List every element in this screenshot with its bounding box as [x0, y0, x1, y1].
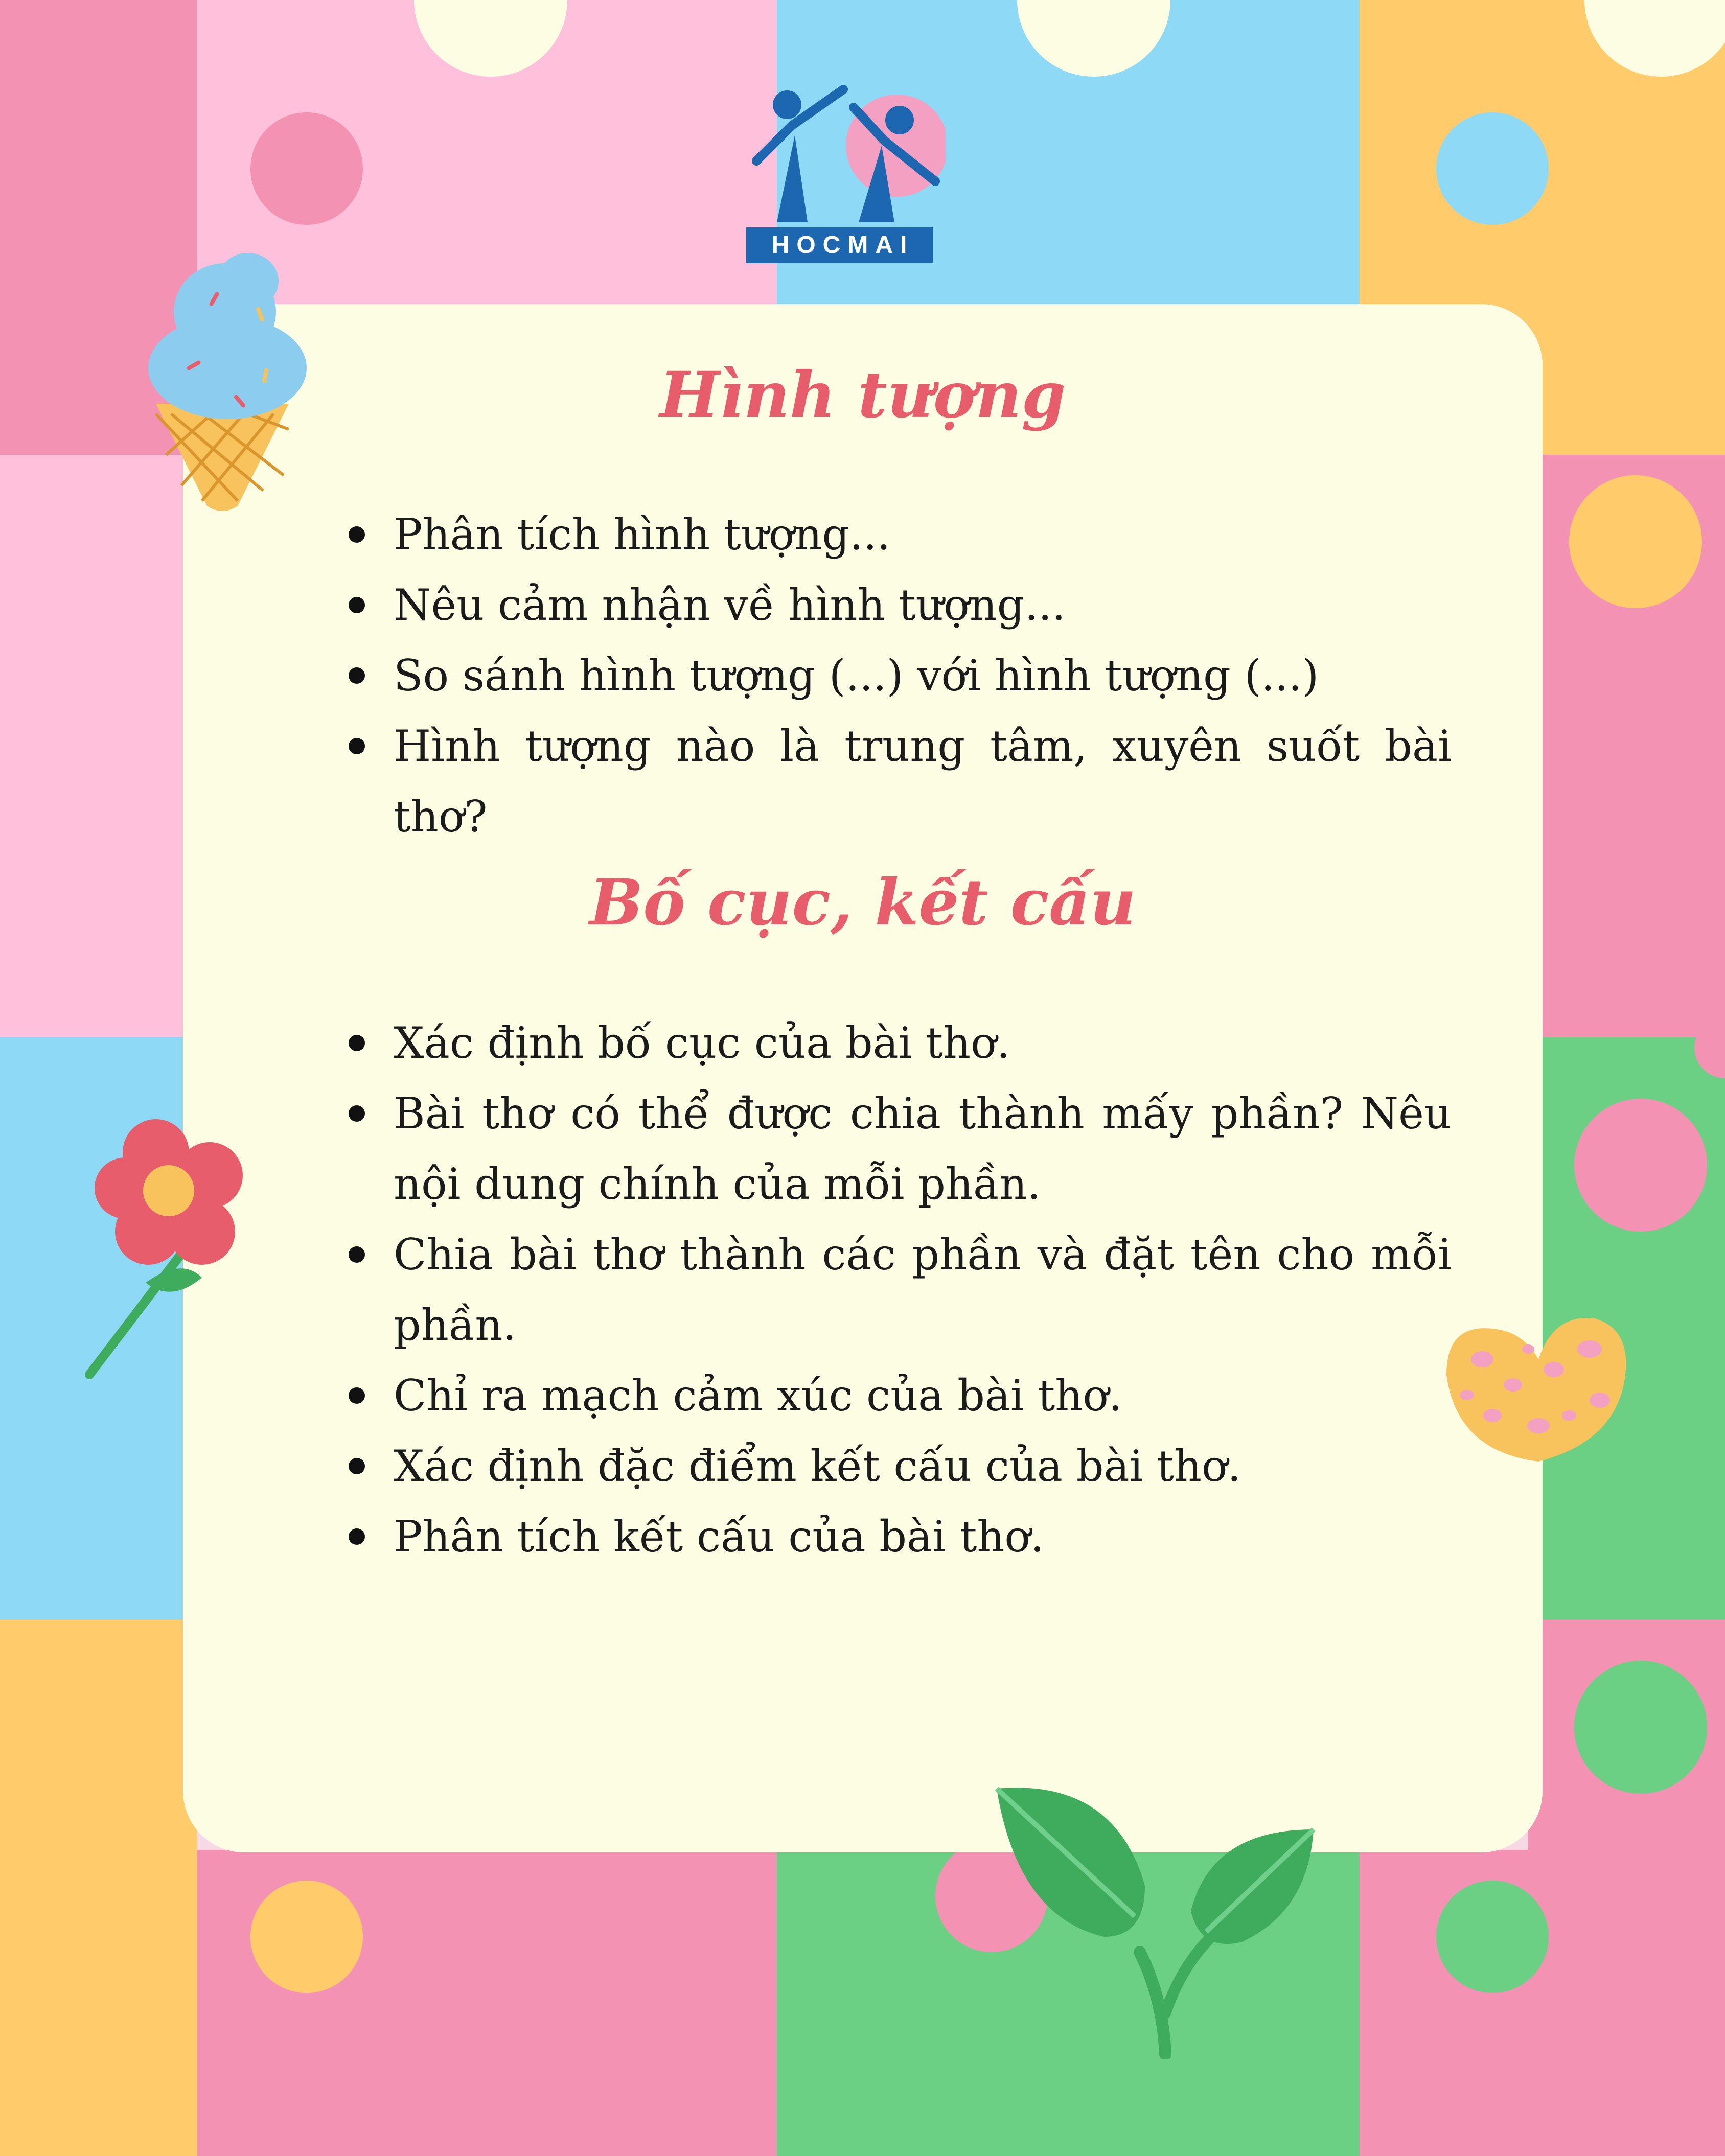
- list-item: Xác định bố cục của bài thơ.: [394, 1008, 1452, 1078]
- list-hinh-tuong: [394, 499, 1452, 852]
- list-item: Hình tượng nào là trung tâm, xuyên suốt bài thơ?: [394, 711, 1452, 852]
- flower-icon: [79, 1114, 284, 1385]
- section-title-bo-cuc: Bố cục, kết cấu: [589, 866, 1136, 940]
- list-item: Chỉ ra mạch cảm xúc của bài thơ.: [394, 1360, 1452, 1431]
- list-item: Phân tích hình tượng...: [394, 499, 1452, 570]
- ice-cream-icon: [135, 250, 314, 516]
- list-item: Nêu cảm nhận về hình tượng...: [394, 570, 1452, 640]
- list-bo-cuc: [394, 1008, 1452, 1572]
- heart-pattern-icon: [1436, 1308, 1636, 1467]
- hocmai-logo: [746, 84, 946, 263]
- logo-text: HOCMAI: [746, 227, 933, 263]
- list-item: Chia bài thơ thành các phần và đặt tên cho mỗi phần.: [394, 1219, 1452, 1360]
- section-title-hinh-tuong: Hình tượng: [659, 358, 1066, 432]
- list-item: Bài thơ có thể được chia thành mấy phần? Nêu nội dung chính của mỗi phần.: [394, 1078, 1452, 1219]
- sprout-icon: [986, 1783, 1324, 2059]
- list-item: So sánh hình tượng (...) với hình tượng (...): [394, 640, 1452, 711]
- list-item: Xác định đặc điểm kết cấu của bài thơ.: [394, 1431, 1452, 1501]
- list-item: Phân tích kết cấu của bài thơ.: [394, 1501, 1452, 1572]
- logo-figures-icon: [746, 84, 946, 233]
